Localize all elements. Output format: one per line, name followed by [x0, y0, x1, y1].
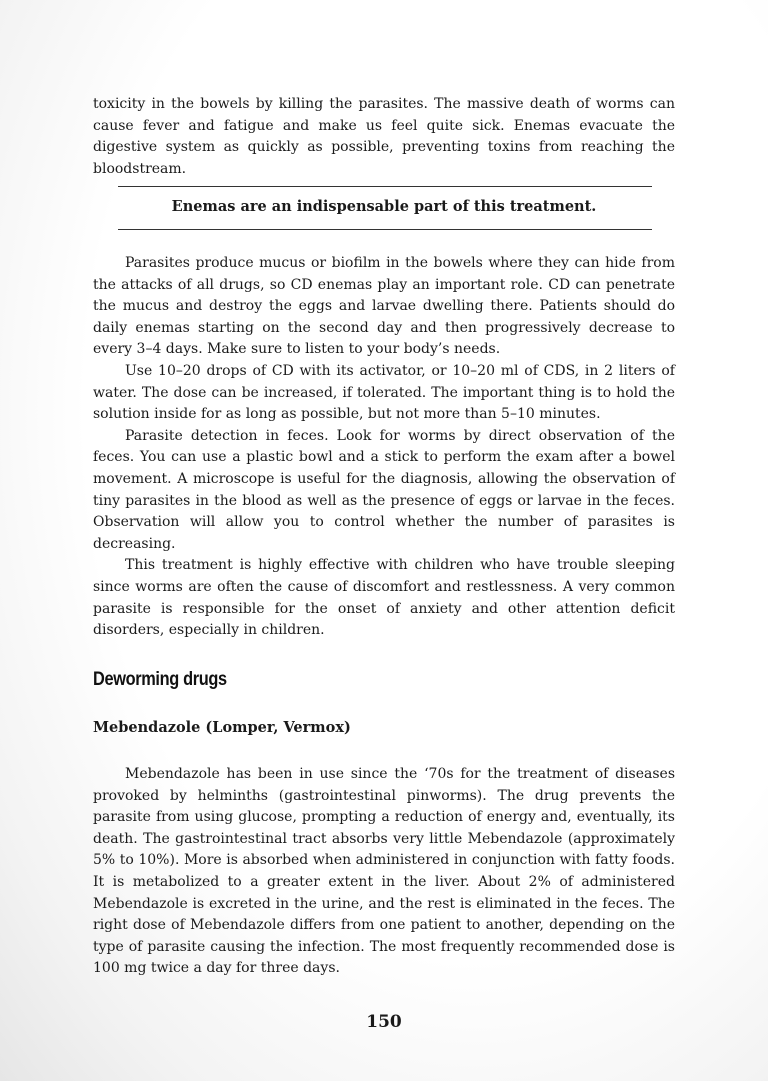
callout-bottom-rule	[118, 229, 652, 230]
subsection-heading: Mebendazole (Lomper, Vermox)	[93, 719, 351, 736]
callout-text: Enemas are an indispensable part of this treatment.	[171, 198, 597, 215]
section-heading: Deworming drugs	[93, 669, 227, 690]
page-number: 150	[366, 1012, 402, 1032]
intro-paragraph: toxicity in the bowels by killing the parasites. The massive death of worms can cause fever and fatigue and make us feel quite sick. Enemas evacuate the digestive system as quickly as possible, preventing toxins from reaching the bloodstream.	[93, 96, 675, 177]
treatment-block	[93, 253, 675, 642]
paragraph-mebendazole: Mebendazole has been in use since the ‘70s for the treatment of diseases provoked by helminths (gastrointestinal pinworms). The drug prevents the parasite from using glucose, prompting a reduction of energy and, eventually, its death. The gastrointestinal tract absorbs very little Mebendazole (approximately 5% to 10%). More is absorbed when administered in conjunction with fatty foods. It is metabolized to a greater extent in the liver. About 2% of administered Mebendazole is excreted in the urine, and the rest is eliminated in the feces. The right dose of Mebendazole differs from one patient to another, depending on the type of parasite causing the infection. The most frequently recommended dose is 100 mg twice a day for three days.	[93, 766, 675, 977]
paragraph-children: This treatment is highly effective with children who have trouble sleeping since worms are often the cause of discomfort and restlessness. A very common parasite is responsible for the onset of anxiety and other attention deficit disorders, especially in children.	[93, 557, 675, 639]
intro-block	[93, 94, 675, 180]
paragraph-biofilm: Parasites produce mucus or biofilm in the bowels where they can hide from the attacks of all drugs, so CD enemas play an important role. CD can penetrate the mucus and destroy the eggs and larvae dwelling there. Patients should do daily enemas starting on the second day and then progressively decrease to every 3–4 days. Make sure to listen to your body’s needs.	[93, 255, 675, 358]
callout-top-rule	[118, 186, 652, 187]
paragraph-detection: Parasite detection in feces. Look for worms by direct observation of the feces. You can use a plastic bowl and a stick to perform the exam after a bowel movement. A microscope is useful for the diagnosis, allowing the observation of tiny parasites in the blood as well as the presence of eggs or larvae in the feces. Observation will allow you to control whether the number of parasites is decreasing.	[93, 427, 675, 552]
mebendazole-block	[93, 764, 675, 980]
paragraph-dosage: Use 10–20 drops of CD with its activator, or 10–20 ml of CDS, in 2 liters of water. The dose can be increased, if tolerated. The important thing is to hold the solution inside for as long as possible, but not more than 5–10 minutes.	[93, 362, 675, 423]
